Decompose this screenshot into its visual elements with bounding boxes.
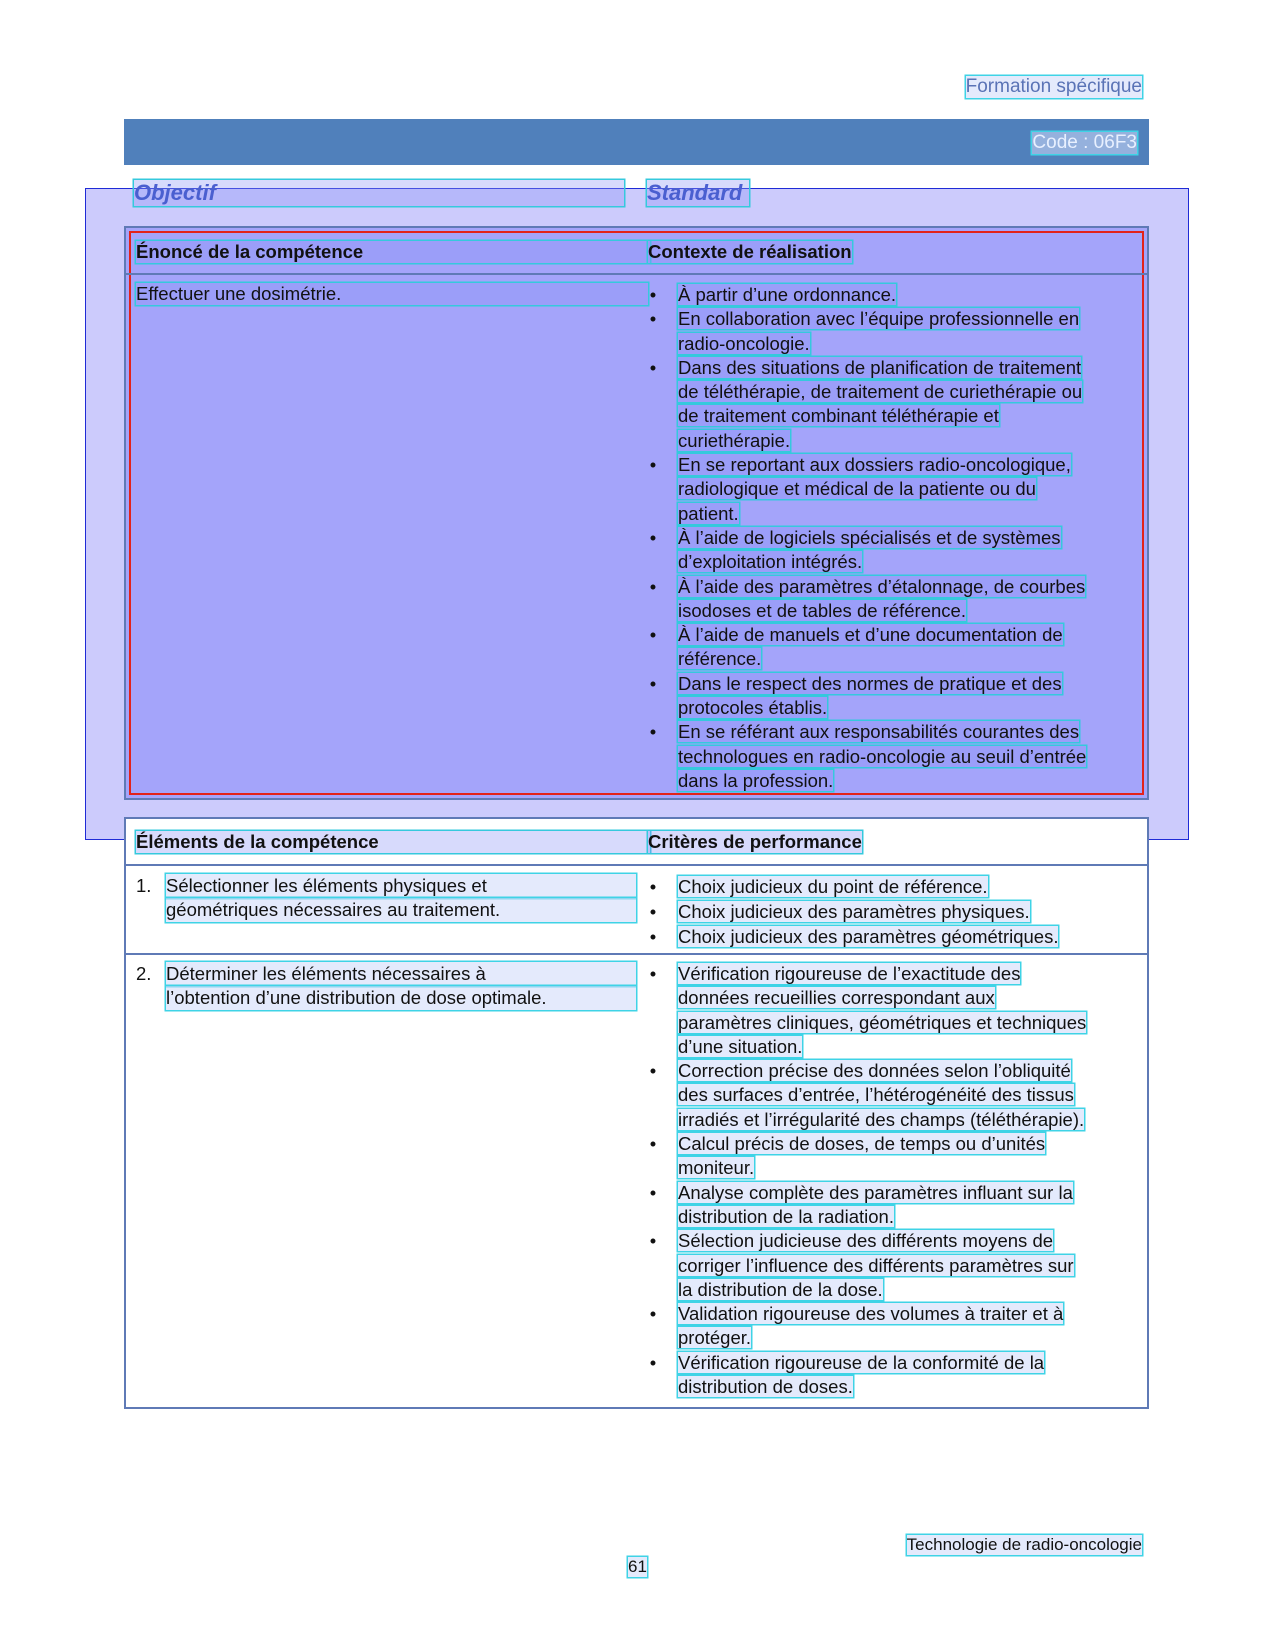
bullet-line: Vérification rigoureuse de la conformité de la — [678, 1351, 1045, 1373]
bullet-line: À l’aide des paramètres d’étalonnage, de courbes — [678, 575, 1086, 597]
bullet-icon: • — [649, 672, 657, 694]
element-number: 1. — [136, 875, 152, 896]
element-text: Déterminer les éléments nécessaires à — [166, 962, 636, 986]
bullet-item — [648, 672, 1138, 721]
bullet-line: En collaboration avec l’équipe professionnelle en — [678, 308, 1080, 330]
bullet-item — [648, 962, 1138, 1059]
bullet-line: En se référant aux responsabilités courantes des — [678, 721, 1080, 743]
bullet-line: patient. — [678, 502, 739, 524]
bullet-line: référence. — [678, 648, 762, 670]
bullet-line: curiethérapie. — [678, 429, 791, 451]
criteria-list-2 — [648, 962, 1138, 1399]
bullet-line: À l’aide de logiciels spécialisés et de systèmes — [678, 526, 1061, 548]
bullet-icon: • — [649, 526, 657, 548]
element-number: 2. — [136, 963, 152, 984]
bullet-line: radio-oncologie. — [678, 332, 810, 354]
bullet-icon: • — [649, 284, 657, 305]
bullet-item — [648, 356, 1138, 453]
bullet-item — [648, 924, 1138, 949]
elements-criteria-table — [124, 817, 1149, 1409]
bullet-line: radiologique et médical de la patiente ou du — [678, 478, 1036, 500]
bullet-line: protocoles établis. — [678, 697, 828, 719]
footer-program-name: Technologie de radio-oncologie — [906, 1535, 1142, 1554]
bullet-item — [648, 1181, 1138, 1230]
bullet-line: de téléthérapie, de traitement de curiethérapie ou — [678, 381, 1083, 403]
bullet-icon: • — [649, 963, 657, 984]
course-code: Code : 06F3 — [1032, 132, 1137, 153]
bullet-line: Choix judicieux du point de référence. — [678, 876, 988, 897]
bullet-item — [648, 899, 1138, 924]
bullet-line: technologues en radio-oncologie au seuil d’entrée — [678, 745, 1087, 767]
code-banner — [124, 119, 1149, 165]
header-divider — [126, 273, 1147, 275]
bullet-line: À l’aide de manuels et d’une documentation de — [678, 624, 1063, 646]
bullet-icon: • — [649, 721, 657, 743]
objectif-title: Objectif — [134, 180, 624, 206]
bullet-line: isodoses et de tables de référence. — [678, 599, 966, 621]
element-text: l’obtention d’une distribution de dose optimale. — [166, 986, 636, 1010]
bullet-line: d’exploitation intégrés. — [678, 551, 863, 573]
element-text: Sélectionner les éléments physiques et — [166, 874, 636, 898]
competence-heading: Énoncé de la compétence — [136, 241, 650, 263]
bullet-item — [648, 874, 1138, 899]
bullet-line: données recueillies correspondant aux — [678, 987, 995, 1009]
bullet-icon: • — [649, 575, 657, 597]
bullet-line: Choix judicieux des paramètres physiques. — [678, 901, 1030, 922]
bullet-item — [648, 575, 1138, 624]
bullet-line: À partir d’une ordonnance. — [678, 284, 897, 305]
row-divider — [126, 953, 1147, 955]
context-list — [648, 283, 1138, 793]
bullet-line: protéger. — [678, 1327, 752, 1349]
bullet-line: En se reportant aux dossiers radio-oncologique, — [678, 454, 1071, 476]
bullet-line: distribution de doses. — [678, 1376, 853, 1398]
element-1 — [136, 874, 636, 922]
criteria-heading: Critères de performance — [648, 831, 862, 852]
bullet-item — [648, 720, 1138, 793]
bullet-icon: • — [649, 1060, 657, 1082]
bullet-item — [648, 1132, 1138, 1181]
bullet-line: d’une situation. — [678, 1035, 803, 1057]
bullet-line: Calcul précis de doses, de temps ou d’unités — [678, 1133, 1046, 1155]
bullet-icon: • — [649, 1303, 657, 1325]
bullet-item — [648, 1302, 1138, 1351]
bullet-icon: • — [649, 1351, 657, 1373]
bullet-icon: • — [649, 1181, 657, 1203]
bullet-line: Vérification rigoureuse de l’exactitude des — [678, 963, 1021, 984]
bullet-icon: • — [649, 624, 657, 646]
bullet-icon: • — [649, 901, 657, 922]
bullet-line: Choix judicieux des paramètres géométriques. — [678, 926, 1059, 947]
header-divider — [126, 864, 1147, 866]
element-text: géométriques nécessaires au traitement. — [166, 898, 636, 922]
bullet-item — [648, 1229, 1138, 1302]
bullet-icon: • — [649, 356, 657, 378]
bullet-line: Validation rigoureuse des volumes à traiter et à — [678, 1303, 1064, 1325]
bullet-line: Sélection judicieuse des différents moyens de — [678, 1230, 1054, 1252]
bullet-icon: • — [649, 454, 657, 476]
element-2 — [136, 962, 636, 1010]
competence-statement: Effectuer une dosimétrie. — [136, 283, 648, 305]
bullet-item — [648, 283, 1138, 307]
bullet-icon: • — [649, 876, 657, 897]
bullet-line: corriger l’influence des différents paramètres sur — [678, 1254, 1074, 1276]
bullet-line: distribution de la radiation. — [678, 1205, 894, 1227]
bullet-line: moniteur. — [678, 1157, 755, 1179]
bullet-line: de traitement combinant téléthérapie et — [678, 405, 999, 427]
bullet-icon: • — [649, 308, 657, 330]
bullet-icon: • — [649, 1133, 657, 1155]
bullet-line: irradiés et l’irrégularité des champs (téléthérapie). — [678, 1108, 1085, 1130]
bullet-icon: • — [649, 1230, 657, 1252]
bullet-line: dans la profession. — [678, 769, 834, 791]
page-number: 61 — [628, 1557, 647, 1576]
bullet-line: des surfaces d’entrée, l’hétérogénéité des tissus — [678, 1084, 1074, 1106]
bullet-icon: • — [649, 926, 657, 947]
bullet-line: Dans le respect des normes de pratique et des — [678, 672, 1062, 694]
bullet-line: Dans des situations de planification de traitement — [678, 356, 1082, 378]
standard-title: Standard — [647, 180, 749, 206]
bullet-item — [648, 623, 1138, 672]
competence-context-table — [124, 226, 1149, 800]
document-section-title: Formation spécifique — [965, 76, 1142, 97]
criteria-list-1 — [648, 874, 1138, 949]
elements-heading: Éléments de la compétence — [136, 831, 650, 853]
bullet-item — [648, 526, 1138, 575]
bullet-item — [648, 1351, 1138, 1400]
bullet-item — [648, 1059, 1138, 1132]
bullet-line: la distribution de la dose. — [678, 1278, 883, 1300]
bullet-line: Analyse complète des paramètres influant sur la — [678, 1181, 1073, 1203]
bullet-line: paramètres cliniques, géométriques et techniques — [678, 1011, 1087, 1033]
context-heading: Contexte de réalisation — [648, 241, 852, 262]
bullet-item — [648, 453, 1138, 526]
bullet-line: Correction précise des données selon l’obliquité — [678, 1060, 1071, 1082]
bullet-item — [648, 307, 1138, 356]
